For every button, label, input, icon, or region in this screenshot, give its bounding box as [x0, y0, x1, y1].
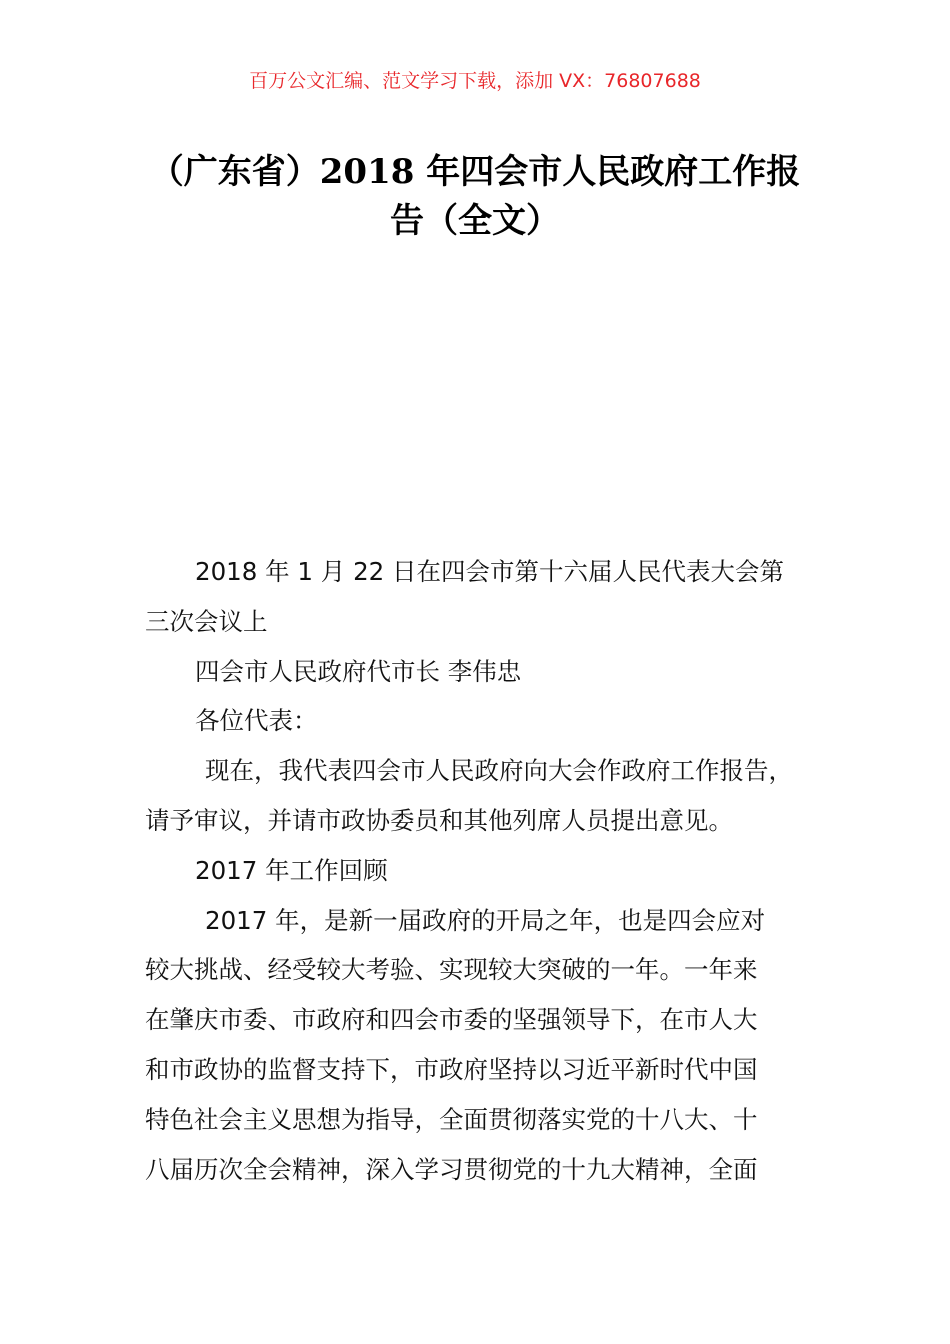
meeting-info-line: 三次会议上	[145, 606, 268, 636]
paragraph-line: 较大挑战、经受较大考验、实现较大突破的一年。一年来	[145, 955, 758, 985]
document-body	[145, 547, 845, 1194]
paragraph-line: 在肇庆市委、市政府和四会市委的坚强领导下，在市人大	[145, 1005, 758, 1035]
document-title	[0, 148, 950, 246]
section-heading: 2017 年工作回顾	[195, 855, 388, 885]
paragraph-line: 特色社会主义思想为指导，全面贯彻落实党的十八大、十	[145, 1104, 758, 1134]
paragraph-line: 八届历次全会精神，深入学习贯彻党的十九大精神，全面	[145, 1154, 758, 1184]
paragraph-line: 2017 年，是新一届政府的开局之年，也是四会应对	[205, 905, 766, 935]
title-line-1: （广东省）2018 年四会市人民政府工作报	[149, 152, 801, 192]
speaker-line: 四会市人民政府代市长 李伟忠	[195, 656, 522, 686]
title-line-2: 告（全文）	[390, 201, 560, 241]
paragraph-line: 现在，我代表四会市人民政府向大会作政府工作报告，	[205, 756, 793, 786]
salutation: 各位代表：	[195, 706, 318, 736]
paragraph-line: 请予审议，并请市政协委员和其他列席人员提出意见。	[145, 805, 733, 835]
watermark-banner: 百万公文汇编、范文学习下载，添加 VX：76807688	[249, 70, 701, 92]
paragraph-line: 和市政协的监督支持下，市政府坚持以习近平新时代中国	[145, 1054, 758, 1084]
meeting-info-line: 2018 年 1 月 22 日在四会市第十六届人民代表大会第	[195, 557, 785, 586]
